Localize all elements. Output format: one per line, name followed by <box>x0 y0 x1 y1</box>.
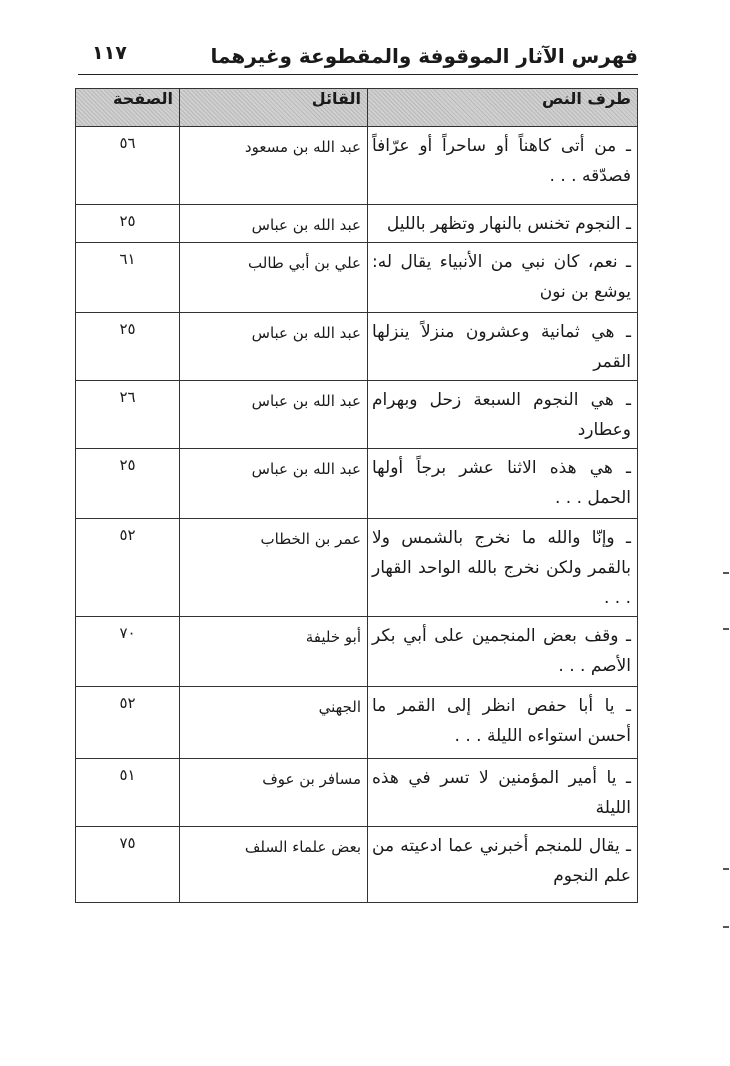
table-row <box>76 381 638 449</box>
table-row <box>76 313 638 381</box>
quote-text: ـ هي ثمانية وعشرون منزلاً ينزلها القمر <box>368 313 638 381</box>
quote-text: ـ يا أبا حفص انظر إلى القمر ما أحسن استواءه الليلة . . . <box>368 687 638 759</box>
page-ref: ٥١ <box>76 759 180 827</box>
speaker: علي بن أبي طالب <box>180 243 368 313</box>
table-row <box>76 759 638 827</box>
speaker: عبد الله بن عباس <box>180 205 368 243</box>
page-ref: ٢٥ <box>76 313 180 381</box>
table-row <box>76 449 638 519</box>
page-header <box>78 34 638 75</box>
quote-text: ـ يا أمير المؤمنين لا تسر في هذه الليلة <box>368 759 638 827</box>
quote-text: ـ من أتى كاهناً أو ساحراً أو عرّافاً فصدّقه . . . <box>368 127 638 205</box>
speaker: بعض علماء السلف <box>180 827 368 903</box>
speaker: أبو خليفة <box>180 617 368 687</box>
margin-mark <box>723 868 729 870</box>
column-header-speaker: القائل <box>180 89 368 127</box>
table-row <box>76 687 638 759</box>
page-ref: ٢٥ <box>76 449 180 519</box>
page-ref: ٢٥ <box>76 205 180 243</box>
speaker: عمر بن الخطاب <box>180 519 368 617</box>
speaker: عبد الله بن عباس <box>180 449 368 519</box>
table-row <box>76 243 638 313</box>
speaker: عبد الله بن عباس <box>180 313 368 381</box>
quote-text: ـ يقال للمنجم أخبرني عما ادعيته من علم النجوم <box>368 827 638 903</box>
quote-text: ـ وقف بعض المنجمين على أبي بكر الأصم . . . <box>368 617 638 687</box>
page-ref: ٥٢ <box>76 519 180 617</box>
page-number: ١١٧ <box>92 42 127 64</box>
page-ref: ٥٦ <box>76 127 180 205</box>
page-title: فهرس الآثار الموقوفة والمقطوعة وغيرهما <box>210 44 638 68</box>
table-row <box>76 827 638 903</box>
margin-mark <box>723 572 729 574</box>
quote-text: ـ النجوم تخنس بالنهار وتظهر بالليل <box>368 205 638 243</box>
speaker: عبد الله بن عباس <box>180 381 368 449</box>
page-ref: ٦١ <box>76 243 180 313</box>
margin-mark <box>723 628 729 630</box>
index-table <box>75 88 638 903</box>
speaker: الجهني <box>180 687 368 759</box>
column-header-page: الصفحة <box>76 89 180 127</box>
page-ref: ٧٠ <box>76 617 180 687</box>
table-row <box>76 127 638 205</box>
quote-text: ـ وإنّا والله ما نخرج بالشمس ولا بالقمر ولكن نخرج بالله الواحد القهار . . . <box>368 519 638 617</box>
table-header-row <box>76 89 638 127</box>
table-row <box>76 519 638 617</box>
page-ref: ٢٦ <box>76 381 180 449</box>
table-row <box>76 205 638 243</box>
column-header-text: طرف النص <box>368 89 638 127</box>
quote-text: ـ هي النجوم السبعة زحل وبهرام وعطارد <box>368 381 638 449</box>
page-ref: ٧٥ <box>76 827 180 903</box>
speaker: عبد الله بن مسعود <box>180 127 368 205</box>
quote-text: ـ هي هذه الاثنا عشر برجاً أولها الحمل . . . <box>368 449 638 519</box>
quote-text: ـ نعم، كان نبي من الأنبياء يقال له: يوشع بن نون <box>368 243 638 313</box>
table-row <box>76 617 638 687</box>
page-ref: ٥٢ <box>76 687 180 759</box>
speaker: مسافر بن عوف <box>180 759 368 827</box>
margin-mark <box>723 926 729 928</box>
